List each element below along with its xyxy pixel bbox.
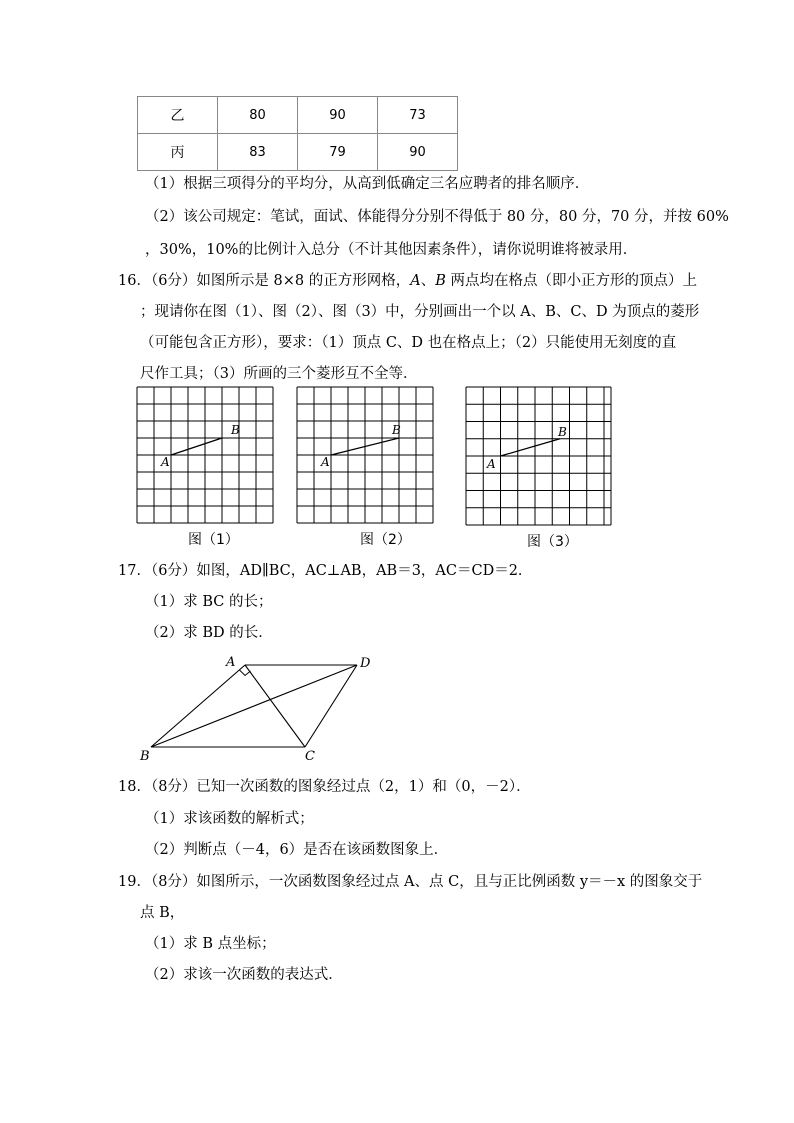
table-cell: 90 bbox=[378, 134, 458, 171]
grid-caption-1: 图（1） bbox=[188, 532, 239, 548]
q18-line1: 18．（8分）已知一次函数的图象经过点（2，1）和（0，－2）． bbox=[118, 779, 531, 795]
q16-line4: 尺作工具；（3）所画的三个菱形互不全等． bbox=[140, 366, 418, 382]
q16-line1-a: A bbox=[410, 273, 421, 289]
table-cell: 83 bbox=[218, 134, 298, 171]
table-cell: 90 bbox=[298, 97, 378, 134]
grid-figure-2 bbox=[296, 386, 442, 526]
vertex-b-label: B bbox=[140, 749, 150, 764]
grid-figure-1 bbox=[136, 386, 282, 526]
q16-line1-rest: 两点均在格点（即小正方形的顶点）上 bbox=[445, 273, 697, 289]
table-cell: 乙 bbox=[138, 97, 218, 134]
vertex-c-label: C bbox=[305, 749, 315, 764]
table-cell: 79 bbox=[298, 134, 378, 171]
q16-line1-text: 16．（6分）如图所示是 8×8 的正方形网格， bbox=[118, 273, 411, 289]
q17-part1: （1）求 BC 的长； bbox=[145, 594, 273, 610]
q17-geometry-figure bbox=[135, 650, 385, 765]
table-cell: 80 bbox=[218, 97, 298, 134]
q16-line1-b: B bbox=[435, 273, 446, 289]
q15-part1: （1）根据三项得分的平均分，从高到低确定三名应聘者的排名顺序． bbox=[145, 176, 590, 192]
q16-line3: （可能包含正方形），要求：（1）顶点 C、D 也在格点上；（2）只能使用无刻度的直 bbox=[140, 335, 677, 351]
q19-part1: （1）求 B 点坐标； bbox=[145, 936, 276, 952]
table-row bbox=[138, 134, 458, 171]
table-cell: 73 bbox=[378, 97, 458, 134]
point-a-label: A bbox=[161, 455, 170, 469]
q15-part2: （2）该公司规定：笔试，面试、体能得分分别不得低于 80 分，80 分，70 分，并按 60% bbox=[145, 209, 729, 225]
grid-caption-3: 图（3） bbox=[527, 534, 578, 550]
point-a-label: A bbox=[487, 457, 496, 471]
grid-caption-2: 图（2） bbox=[360, 532, 411, 548]
q17-line1: 17．（6分）如图，AD∥BC，AC⊥AB，AB＝3，AC＝CD＝2． bbox=[118, 563, 533, 579]
point-b-label: B bbox=[231, 423, 240, 437]
table-row bbox=[138, 97, 458, 134]
q18-part2: （2）判断点（－4，6）是否在该函数图象上． bbox=[145, 842, 449, 858]
q16-line2: ；现请你在图（1）、图（2）、图（3）中，分别画出一个以 A、B、C、D 为顶点的菱形 bbox=[140, 304, 700, 320]
table-cell: 丙 bbox=[138, 134, 218, 171]
grid-figure-3 bbox=[465, 386, 615, 528]
vertex-d-label: D bbox=[360, 656, 371, 671]
point-b-label: B bbox=[558, 425, 567, 439]
q19-line2: 点 B， bbox=[140, 905, 185, 921]
vertex-a-label: A bbox=[226, 655, 236, 670]
q16-line1-sep: 、 bbox=[420, 273, 436, 289]
q19-part2: （2）求该一次函数的表达式． bbox=[145, 967, 343, 983]
q15-part2-cont: ，30%，10%的比例计入总分（不计其他因素条件），请你说明谁将被录用． bbox=[145, 242, 638, 258]
point-b-label: B bbox=[392, 423, 401, 437]
q18-part1: （1）求该函数的解析式； bbox=[145, 811, 314, 827]
point-a-label: A bbox=[321, 455, 330, 469]
q17-part2: （2）求 BD 的长． bbox=[145, 625, 273, 641]
score-table bbox=[137, 96, 458, 171]
q16-line1 bbox=[118, 269, 697, 290]
q19-line1: 19．（8分）如图所示，一次函数图象经过点 A、点 C，且与正比例函数 y＝－x 的图象交于 bbox=[118, 874, 703, 890]
